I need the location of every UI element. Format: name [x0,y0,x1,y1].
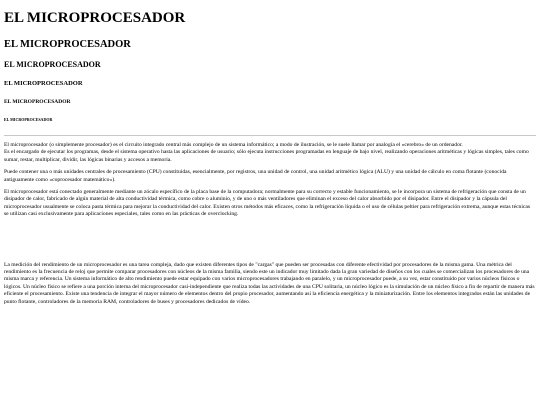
paragraph-definition-line-2: Es el encargado de ejecutar los programas, desde el sistema operativo hasta las aplicaciones de usuario; sólo ejecuta instrucciones programadas en lenguaje de bajo nivel, realizando operaciones aritméticas y lógicas simples, tales como sumar, restar, multiplicar, dividir, las lógicas binarias y accesos a memoria. [4,149,529,163]
paragraph-cpu-components: Puede contener una o más unidades centrales de procesamiento (CPU) constituidas, esencialmente, por registros, una unidad de control, una unidad aritmético lógica (ALU) y una unidad de cálculo en coma flotante (conocida antiguamente como «coprocesador matemático»). [4,169,507,183]
paragraph-performance: La medición del rendimiento de un microprocesador es una tarea compleja, dado que existen diferentes tipos de "cargas" que pueden ser procesadas con diferente efectividad por procesadores de la misma gama. Una métrica del rendimiento es la frecuencia de reloj que permite comparar procesadores con núcleos de la misma familia, siendo este un indicador muy limitado dada la gran variedad de diseños con los cuales se comercializan los procesadores de una misma marca y referencia. Un sistema informático de alto rendimiento puede estar equipado con varios microprocesadores trabajando en paralelo, y un microprocesador puede, a su vez, estar constituido por varios núcleos físicos o lógicos. Un núcleo físico se refiere a una porción interna del microprocesador casi-independiente que realiza todas las actividades de una CPU solitaria, un núcleo lógico es la simulación de un núcleo físico a fin de repartir de manera más eficiente el procesamiento. Existe una tendencia de integrar el mayor número de elementos dentro del propio procesador, aumentando así la eficiencia energética y la miniaturización. Entre los elementos integrados están las unidades de punto flotante, controladores de la memoria RAM, controladores de buses y procesadores dedicados de vídeo. [4,261,535,305]
paragraph-cooling: El microprocesador está conectado generalmente mediante un zócalo específico de la placa base de la computadora; normalmente para su correcto y estable funcionamiento, se le incorpora un sistema de refrigeración que consta de un disipador de calor, fabricado de algún material de alta conductividad térmica, como cobre o aluminio, y de uno o más ventiladores que eliminan el exceso del calor absorbido por el disipador. Entre el disipador y la cápsula del microprocesador usualmente se coloca pasta térmica para mejorar la conductividad del calor. Existen otros métodos más eficaces, como la refrigeración líquida o el uso de células peltier para refrigeración extrema, aunque estas técnicas se utilizan casi exclusivamente para aplicaciones especiales, tales como en las prácticas de overclocking. [4,189,531,218]
heading-level-6: EL MICROPROCESADOR [4,117,53,122]
horizontal-divider [4,135,536,136]
paragraph-definition-line-1: El microprocesador (o simplemente procesador) es el circuito integrado central más complejo de un sistema informático; a modo de ilustración, se le suele llamar por analogía el «cerebro» de un ordenador. [4,142,463,148]
heading-level-4: EL MICROPROCESADOR [4,80,83,87]
paragraph-definition [4,142,536,164]
heading-level-1: EL MICROPROCESADOR [4,10,186,26]
heading-level-3: EL MICROPROCESADOR [4,60,101,69]
heading-level-5: EL MICROPROCESADOR [4,99,71,105]
heading-level-2: EL MICROPROCESADOR [4,39,131,50]
